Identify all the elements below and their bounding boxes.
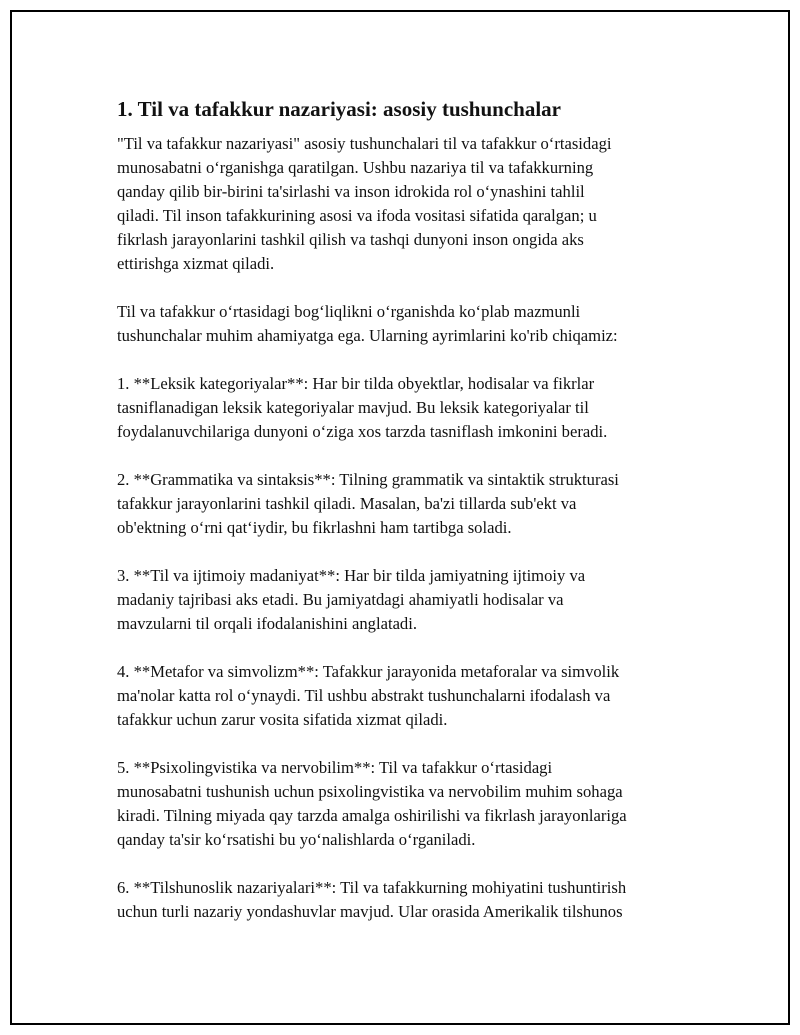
text-line: 6. **Tilshunoslik nazariyalari**: Til va tafakkurning mohiyatini tushuntirish: [117, 878, 627, 897]
list-item-metafor-simvolizm: [117, 660, 697, 732]
text-line: "Til va tafakkur nazariyasi" asosiy tushunchalari til va tafakkur o‘rtasidagi: [117, 134, 612, 153]
text-line: madaniy tajribasi aks etadi. Bu jamiyatdagi ahamiyatli hodisalar va: [117, 590, 564, 609]
text-line: ma'nolar katta rol o‘ynaydi. Til ushbu abstrakt tushunchalarni ifodalash va: [117, 686, 611, 705]
intro-paragraph: [117, 132, 697, 276]
text-line: foydalanuvchilariga dunyoni o‘ziga xos tarzda tasniflash imkonini beradi.: [117, 422, 608, 441]
text-line: tafakkur jarayonlarini tashkil qiladi. Masalan, ba'zi tillarda sub'ekt va: [117, 494, 577, 513]
text-line: Til va tafakkur o‘rtasidagi bog‘liqlikni o‘rganishda ko‘plab mazmunli: [117, 302, 581, 321]
text-line: ob'ektning o‘rni qat‘iydir, bu fikrlashni ham tartibga soladi.: [117, 518, 512, 537]
text-line: 3. **Til va ijtimoiy madaniyat**: Har bir tilda jamiyatning ijtimoiy va: [117, 566, 586, 585]
list-item-ijtimoiy-madaniyat: [117, 564, 697, 636]
text-line: mavzularni til orqali ifodalanishini anglatadi.: [117, 614, 417, 633]
text-line: tushunchalar muhim ahamiyatga ega. Ularning ayrimlarini ko'rib chiqamiz:: [117, 326, 618, 345]
list-item-psixolingvistika: [117, 756, 697, 852]
text-line: 1. **Leksik kategoriyalar**: Har bir tilda obyektlar, hodisalar va fikrlar: [117, 374, 595, 393]
list-item-leksik-kategoriyalar: [117, 372, 697, 444]
text-line: qanday qilib bir-birini ta'sirlashi va inson idrokida rol o‘ynashini tahlil: [117, 182, 585, 201]
text-line: ettirishga xizmat qiladi.: [117, 254, 275, 273]
document-body: [117, 96, 697, 948]
text-line: kiradi. Tilning miyada qay tarzda amalga oshirilishi va fikrlash jarayonlariga: [117, 806, 627, 825]
text-line: uchun turli nazariy yondashuvlar mavjud. Ular orasida Amerikalik tilshunos: [117, 902, 623, 921]
text-line: tafakkur uchun zarur vosita sifatida xizmat qiladi.: [117, 710, 448, 729]
section-heading: 1. Til va tafakkur nazariyasi: asosiy tushunchalar: [117, 97, 562, 121]
text-line: munosabatni tushunish uchun psixolingvistika va nervobilim muhim sohaga: [117, 782, 623, 801]
text-line: 2. **Grammatika va sintaksis**: Tilning grammatik va sintaktik strukturasi: [117, 470, 619, 489]
text-line: 4. **Metafor va simvolizm**: Tafakkur jarayonida metaforalar va simvolik: [117, 662, 620, 681]
text-line: tasniflanadigan leksik kategoriyalar mavjud. Bu leksik kategoriyalar til: [117, 398, 589, 417]
text-line: munosabatni o‘rganishga qaratilgan. Ushbu nazariya til va tafakkurning: [117, 158, 594, 177]
text-line: qanday ta'sir ko‘rsatishi bu yo‘nalishlarda o‘rganiladi.: [117, 830, 476, 849]
text-line: 5. **Psixolingvistika va nervobilim**: Til va tafakkur o‘rtasidagi: [117, 758, 553, 777]
list-item-tilshunoslik-nazariyalari: [117, 876, 697, 924]
list-item-grammatika-sintaksis: [117, 468, 697, 540]
text-line: qiladi. Til inson tafakkurining asosi va ifoda vositasi sifatida qaralgan; u: [117, 206, 597, 225]
text-line: fikrlash jarayonlarini tashkil qilish va tashqi dunyoni inson ongida aks: [117, 230, 584, 249]
overview-paragraph: [117, 300, 697, 348]
